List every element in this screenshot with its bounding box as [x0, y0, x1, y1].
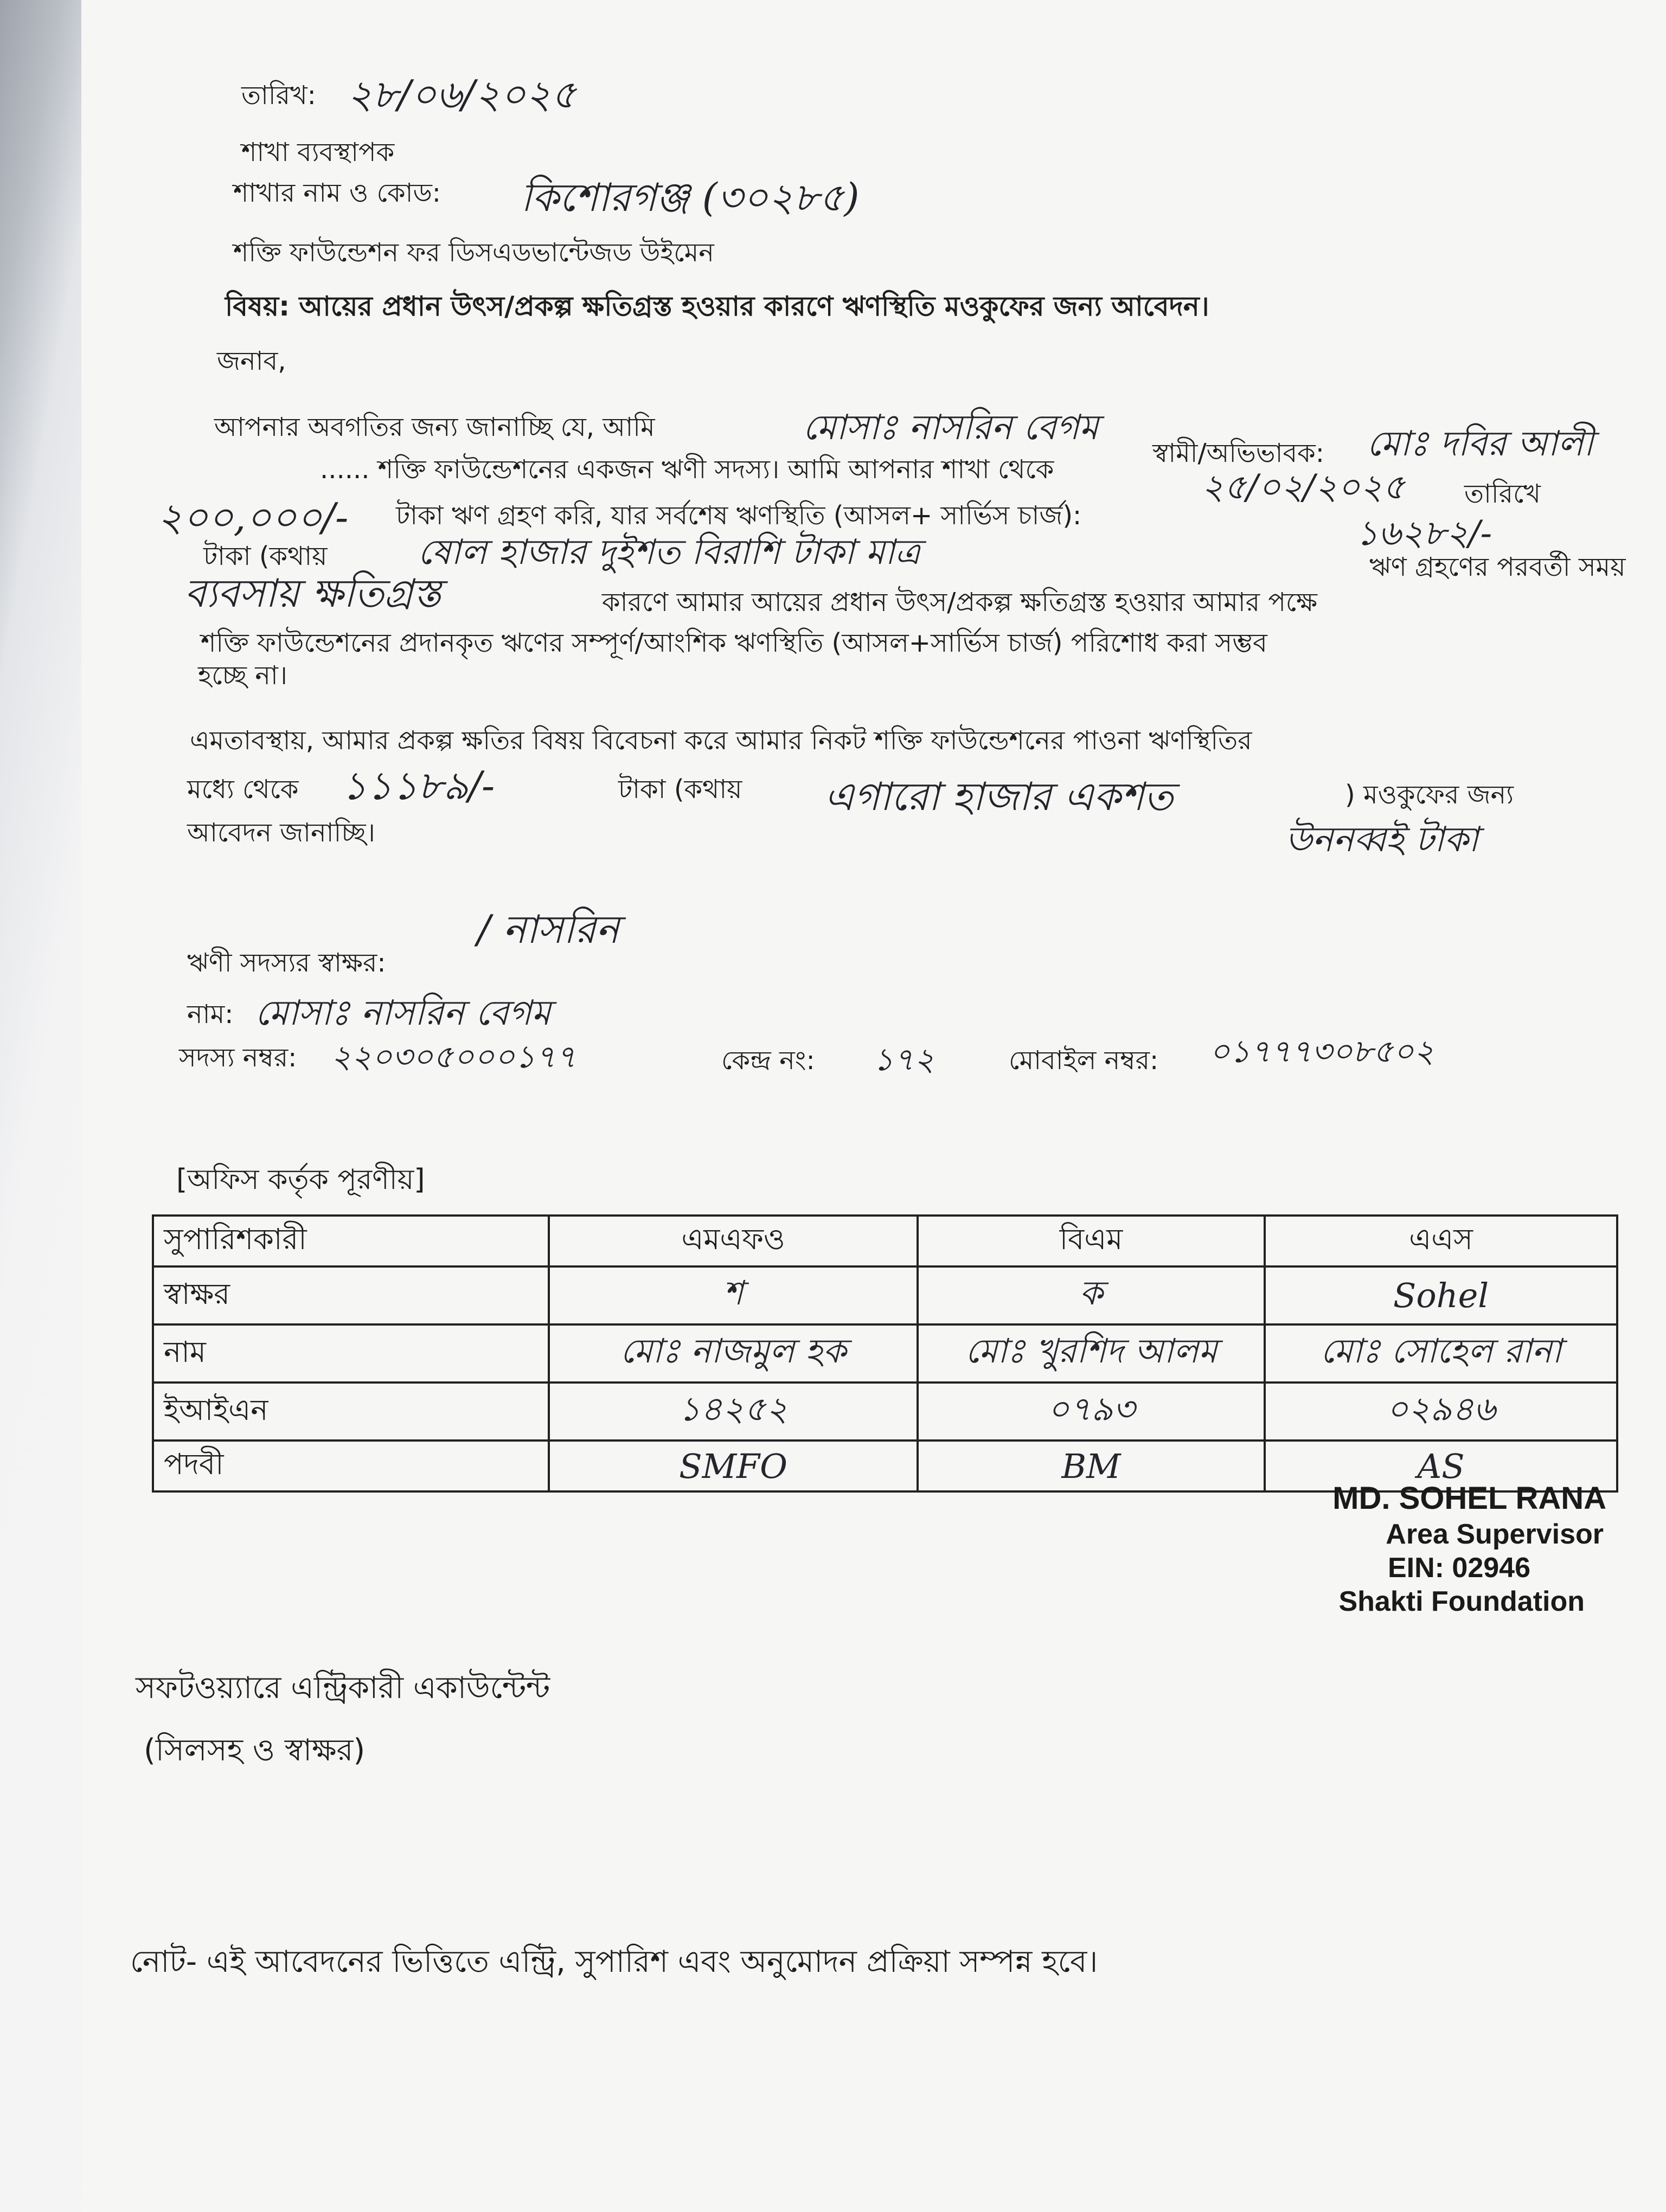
para1-text-7: ঋণ গ্রহণের পরবর্তী সময় — [1369, 552, 1626, 582]
stamp-organization: Shakti Foundation — [1338, 1586, 1585, 1617]
office-section-label: [অফিস কর্তৃক পূরণীয়] — [176, 1163, 425, 1196]
reason-handwritten: ব্যবসায় ক্ষতিগ্রস্ত — [184, 570, 441, 616]
guardian-name-handwritten: মোঃ দবির আলী — [1367, 424, 1594, 464]
table-header-cell: এমএফও — [549, 1216, 918, 1266]
member-signature-label: ঋণী সদস্যর স্বাক্ষর: — [187, 948, 386, 978]
mobile-number-handwritten: ০১৭৭৭৩০৮৫০২ — [1209, 1033, 1434, 1070]
row-label: স্বাক্ষর — [153, 1266, 549, 1324]
table-cell: ১৪২৫২ — [549, 1382, 918, 1441]
table-cell: মোঃ নাজমুল হক — [549, 1324, 918, 1382]
table-cell: SMFO — [549, 1441, 918, 1491]
date-label: তারিখ: — [241, 80, 316, 111]
center-number-handwritten: ১৭২ — [873, 1041, 935, 1078]
row-label: ইআইএন — [153, 1382, 549, 1441]
table-header-cell: সুপারিশকারী — [153, 1216, 549, 1266]
para2-text-5: আবেদন জানাচ্ছি। — [187, 818, 375, 848]
salutation: জনাব, — [217, 346, 286, 376]
table-row — [153, 1266, 1617, 1324]
center-label: কেন্দ্র নং: — [721, 1045, 815, 1076]
footer-note: নোট- এই আবেদনের ভিত্তিতে এন্ট্রি, সুপারিশ এবং অনুমোদন প্রক্রিয়া সম্পন্ন হবে। — [130, 1944, 1098, 1979]
table-row — [153, 1324, 1617, 1382]
branch-value: কিশোরগঞ্জ (৩০২৮৫) — [521, 175, 860, 220]
table-cell: শ — [549, 1266, 918, 1324]
waive-words-handwritten-2: উননব্বই টাকা — [1285, 820, 1479, 860]
table-header-cell: এএস — [1265, 1216, 1617, 1266]
loan-date-handwritten: ২৫/০২/২০২৫ — [1201, 467, 1405, 507]
member-number-handwritten: ২২০৩০৫০০০১৭৭ — [331, 1038, 576, 1075]
table-header-cell: বিএম — [918, 1216, 1265, 1266]
row-label: পদবী — [153, 1441, 549, 1491]
table-cell: ক — [918, 1266, 1265, 1324]
subject-line: বিষয়: আয়ের প্রধান উৎস/প্রকল্প ক্ষতিগ্রস্ত হওয়ার কারণে ঋণস্থিতি মওকুফের জন্য আবেদন। — [225, 291, 1209, 322]
table-cell: ০২৯৪৬ — [1265, 1382, 1617, 1441]
stamp-ein: EIN: 02946 — [1387, 1552, 1530, 1584]
para1-text-8: কারণে আমার আয়ের প্রধান উৎস/প্রকল্প ক্ষতিগ্রস্ত হওয়ার আমার পক্ষে — [602, 587, 1318, 618]
table-cell: BM — [918, 1441, 1265, 1491]
table-header-row — [153, 1216, 1617, 1266]
para1-text-3: ...... শক্তি ফাউন্ডেশনের একজন ঋণী সদস্য। আমি আপনার শাখা থেকে — [320, 454, 1054, 485]
balance-words-handwritten: ষোল হাজার দুইশত বিরাশি টাকা মাত্র — [418, 532, 920, 573]
table-cell: ০৭৯৩ — [918, 1382, 1265, 1441]
member-signature: / নাসরিন — [477, 906, 619, 952]
para1-text-10: হচ্ছে না। — [198, 660, 287, 691]
accountant-label: সফটওয়্যারে এন্ট্রিকারী একাউন্টেন্ট — [136, 1670, 550, 1706]
waive-words-handwritten: এগারো হাজার একশত — [824, 774, 1174, 819]
addressee-line: শাখা ব্যবস্থাপক — [241, 137, 395, 168]
member-name-handwritten: মোসাঃ নাসরিন বেগম — [255, 993, 551, 1033]
date-value: ২৮/০৬/২০২৫ — [347, 72, 576, 117]
table-cell: AS — [1265, 1441, 1617, 1491]
organization-line: শক্তি ফাউন্ডেশন ফর ডিসএডভান্টেজড উইমেন — [233, 237, 714, 268]
branch-label: শাখার নাম ও কোড: — [233, 178, 441, 208]
para2-text-3: টাকা (কথায় — [618, 774, 742, 805]
member-name-label: নাম: — [187, 999, 234, 1030]
para2-text-1: এমতাবস্থায়, আমার প্রকল্প ক্ষতির বিষয় বিবেচনা করে আমার নিকট শক্তি ফাউন্ডেশনের পাওনা ঋণস্থিতির — [190, 725, 1252, 756]
mobile-label: মোবাইল নম্বর: — [1009, 1045, 1159, 1076]
row-label: নাম — [153, 1324, 549, 1382]
para2-text-4: ) মওকুফের জন্য — [1345, 780, 1514, 810]
para1-text-1: আপনার অবগতির জন্য জানাচ্ছি যে, আমি — [214, 412, 655, 442]
stamp-title: Area Supervisor — [1386, 1519, 1604, 1550]
table-row — [153, 1382, 1617, 1441]
accountant-seal-note: (সিলসহ ও স্বাক্ষর) — [144, 1733, 366, 1768]
table-cell: Sohel — [1265, 1266, 1617, 1324]
document-page — [81, 0, 1666, 2212]
table-cell: মোঃ খুরশিদ আলম — [918, 1324, 1265, 1382]
para2-text-2: মধ্যে থেকে — [187, 774, 299, 805]
office-approval-table — [152, 1214, 1618, 1493]
para1-text-6: টাকা (কথায় — [203, 541, 328, 571]
para1-text-5: টাকা ঋণ গ্রহণ করি, যার সর্বশেষ ঋণস্থিতি (আসল+ সার্ভিস চার্জ): — [396, 500, 1082, 531]
member-number-label: সদস্য নম্বর: — [179, 1043, 297, 1073]
para1-text-9: শক্তি ফাউন্ডেশনের প্রদানকৃত ঋণের সম্পূর্ণ/আংশিক ঋণস্থিতি (আসল+সার্ভিস চার্জ) পরিশোধ করা সম্ভব — [201, 628, 1267, 658]
balance-handwritten: ১৬২৮২/- — [1356, 513, 1492, 554]
applicant-name-handwritten: মোসাঃ নাসরিন বেগম — [803, 408, 1099, 448]
para1-text-4: তারিখে — [1464, 479, 1541, 509]
loan-amount-handwritten: ২০০,০০০/- — [157, 494, 349, 540]
stamp-name: MD. SOHEL RANA — [1332, 1481, 1606, 1516]
waive-amount-handwritten: ১১১৮৯/- — [342, 763, 495, 808]
para1-text-2: স্বামী/অভিভাবক: — [1152, 438, 1324, 468]
table-cell: মোঃ সোহেল রানা — [1265, 1324, 1617, 1382]
